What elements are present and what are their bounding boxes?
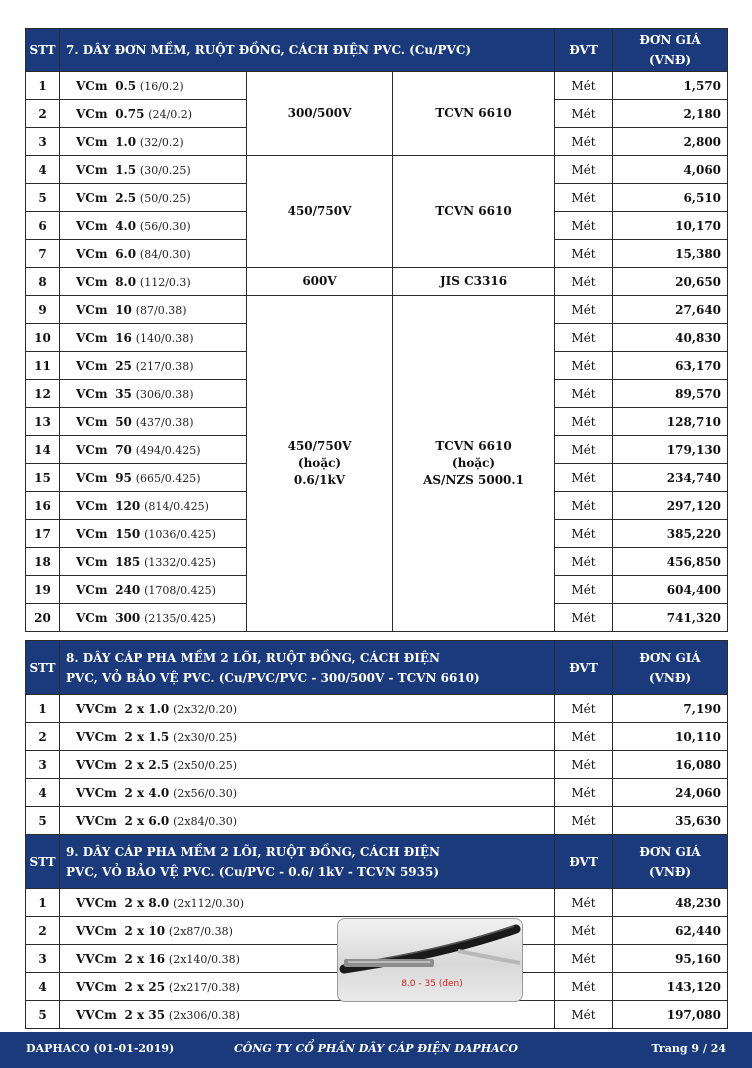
product-spec: (217/0.38) <box>135 359 194 373</box>
product-size: 50 <box>115 414 132 429</box>
product-cell <box>60 128 247 156</box>
row-number: 13 <box>26 408 60 436</box>
price-cell: 95,160 <box>613 945 728 973</box>
product-size: 0.75 <box>115 106 145 121</box>
product-code: VCm <box>76 218 108 233</box>
price-cell: 385,220 <box>613 520 728 548</box>
unit-cell: Mét <box>555 436 613 464</box>
price-header: ĐƠN GIÁ (VNĐ) <box>613 29 728 72</box>
product-cell <box>60 184 247 212</box>
standard-cell: TCVN 6610 (hoặc) AS/NZS 5000.1 <box>393 296 555 632</box>
product-size: 2 x 8.0 <box>124 895 170 910</box>
dvt-header: ĐVT <box>555 29 613 72</box>
product-size: 2 x 35 <box>124 1007 166 1022</box>
product-code: VVCm <box>76 701 117 716</box>
product-size: 2 x 10 <box>124 923 166 938</box>
product-code: VCm <box>76 386 108 401</box>
product-code: VVCm <box>76 895 117 910</box>
product-cell <box>60 1001 555 1029</box>
product-spec: (2x112/0.30) <box>173 896 245 910</box>
footer-left-text: DAPHACO (01-01-2019) <box>26 1042 175 1055</box>
product-size: 2 x 4.0 <box>124 785 170 800</box>
product-size: 6.0 <box>115 246 137 261</box>
footer-company-name: CÔNG TY CỔ PHẦN DÂY CÁP ĐIỆN DAPHACO <box>234 1042 518 1055</box>
product-code: VVCm <box>76 979 117 994</box>
product-size: 70 <box>115 442 132 457</box>
row-number: 10 <box>26 324 60 352</box>
product-code: VVCm <box>76 729 117 744</box>
unit-cell: Mét <box>555 72 613 100</box>
row-number: 17 <box>26 520 60 548</box>
cable-image-label: 8.0 - 35 (đen) <box>401 979 463 989</box>
product-spec: (24/0.2) <box>148 107 193 121</box>
product-spec: (2x140/0.38) <box>168 952 240 966</box>
unit-cell: Mét <box>555 100 613 128</box>
price-cell: 27,640 <box>613 296 728 324</box>
product-code: VCm <box>76 498 108 513</box>
price-cell: 40,830 <box>613 324 728 352</box>
section-8-table <box>25 640 728 835</box>
row-number: 1 <box>26 889 60 917</box>
row-number: 12 <box>26 380 60 408</box>
price-cell: 10,170 <box>613 212 728 240</box>
product-spec: (2x217/0.38) <box>168 980 240 994</box>
price-cell: 143,120 <box>613 973 728 1001</box>
product-spec: (2x50/0.25) <box>173 758 238 772</box>
product-size: 240 <box>115 582 141 597</box>
product-size: 150 <box>115 526 141 541</box>
unit-cell: Mét <box>555 212 613 240</box>
product-cell <box>60 408 247 436</box>
stt-header: STT <box>26 641 60 695</box>
row-number: 3 <box>26 751 60 779</box>
unit-cell: Mét <box>555 268 613 296</box>
product-cell <box>60 240 247 268</box>
product-size: 1.5 <box>115 162 137 177</box>
price-cell: 4,060 <box>613 156 728 184</box>
price-cell: 1,570 <box>613 72 728 100</box>
price-cell: 2,800 <box>613 128 728 156</box>
product-spec: (16/0.2) <box>139 79 184 93</box>
product-code: VCm <box>76 526 108 541</box>
product-spec: (665/0.425) <box>135 471 201 485</box>
unit-cell: Mét <box>555 723 613 751</box>
table-row <box>26 695 728 723</box>
product-size: 2.5 <box>115 190 137 205</box>
price-cell: 16,080 <box>613 751 728 779</box>
row-number: 1 <box>26 695 60 723</box>
unit-cell: Mét <box>555 604 613 632</box>
product-cell <box>60 296 247 324</box>
product-spec: (112/0.3) <box>139 275 191 289</box>
table-row <box>26 751 728 779</box>
product-spec: (1332/0.425) <box>144 555 216 569</box>
table-row <box>26 779 728 807</box>
product-cell <box>60 268 247 296</box>
footer-page-number: Trang 9 / 24 <box>651 1042 726 1055</box>
price-cell: 179,130 <box>613 436 728 464</box>
unit-cell: Mét <box>555 492 613 520</box>
standard-cell: TCVN 6610 <box>393 156 555 268</box>
row-number: 5 <box>26 1001 60 1029</box>
unit-cell: Mét <box>555 352 613 380</box>
unit-cell: Mét <box>555 408 613 436</box>
product-spec: (814/0.425) <box>144 499 209 513</box>
standard-cell: JIS C3316 <box>393 268 555 296</box>
product-spec: (2x30/0.25) <box>173 730 238 744</box>
product-spec: (494/0.425) <box>135 443 201 457</box>
product-spec: (2x87/0.38) <box>168 924 233 938</box>
price-header: ĐƠN GIÁ (VNĐ) <box>613 641 728 695</box>
product-code: VCm <box>76 134 108 149</box>
product-cell <box>60 324 247 352</box>
unit-cell: Mét <box>555 779 613 807</box>
product-spec: (2x32/0.20) <box>173 702 238 716</box>
unit-cell: Mét <box>555 973 613 1001</box>
product-cell <box>60 100 247 128</box>
price-cell: 10,110 <box>613 723 728 751</box>
unit-cell: Mét <box>555 128 613 156</box>
dvt-header: ĐVT <box>555 641 613 695</box>
product-cell <box>60 576 247 604</box>
section-7-table <box>25 28 728 632</box>
row-number: 2 <box>26 723 60 751</box>
row-number: 15 <box>26 464 60 492</box>
product-spec: (84/0.30) <box>139 247 191 261</box>
unit-cell: Mét <box>555 464 613 492</box>
product-code: VCm <box>76 302 108 317</box>
price-header: ĐƠN GIÁ (VNĐ) <box>613 835 728 889</box>
product-code: VVCm <box>76 923 117 938</box>
product-cell <box>60 723 555 751</box>
product-size: 2 x 1.5 <box>124 729 170 744</box>
product-spec: (56/0.30) <box>139 219 191 233</box>
row-number: 14 <box>26 436 60 464</box>
product-cell <box>60 492 247 520</box>
section-9-title: 9. DÂY CÁP PHA MỀM 2 LÕI, RUỘT ĐỒNG, CÁCH ĐIỆN PVC, VỎ BẢO VỆ PVC. (Cu/PVC - 0.6/ 1kV - TCVN 5935) <box>60 835 555 889</box>
product-code: VCm <box>76 246 108 261</box>
unit-cell: Mét <box>555 324 613 352</box>
product-spec: (437/0.38) <box>135 415 194 429</box>
table-row <box>26 268 728 296</box>
product-spec: (2135/0.425) <box>144 611 216 625</box>
product-size: 2 x 2.5 <box>124 757 170 772</box>
product-code: VVCm <box>76 951 117 966</box>
price-cell: 15,380 <box>613 240 728 268</box>
unit-cell: Mét <box>555 751 613 779</box>
product-spec: (2x84/0.30) <box>173 814 238 828</box>
unit-cell: Mét <box>555 296 613 324</box>
product-code: VCm <box>76 190 108 205</box>
product-size: 0.5 <box>115 78 137 93</box>
product-size: 95 <box>115 470 132 485</box>
product-size: 2 x 16 <box>124 951 166 966</box>
row-number: 9 <box>26 296 60 324</box>
row-number: 19 <box>26 576 60 604</box>
table-row <box>26 723 728 751</box>
price-cell: 741,320 <box>613 604 728 632</box>
product-size: 10 <box>115 302 132 317</box>
product-size: 120 <box>115 498 141 513</box>
product-spec: (32/0.2) <box>139 135 184 149</box>
row-number: 3 <box>26 128 60 156</box>
stt-header: STT <box>26 835 60 889</box>
row-number: 3 <box>26 945 60 973</box>
voltage-cell: 450/750V (hoặc) 0.6/1kV <box>247 296 393 632</box>
product-cell <box>60 779 555 807</box>
row-number: 5 <box>26 184 60 212</box>
price-cell: 89,570 <box>613 380 728 408</box>
price-cell: 62,440 <box>613 917 728 945</box>
product-spec: (87/0.38) <box>135 303 187 317</box>
unit-cell: Mét <box>555 1001 613 1029</box>
product-code: VCm <box>76 274 108 289</box>
price-cell: 197,080 <box>613 1001 728 1029</box>
product-spec: (140/0.38) <box>135 331 194 345</box>
row-number: 7 <box>26 240 60 268</box>
product-code: VCm <box>76 162 108 177</box>
product-code: VVCm <box>76 813 117 828</box>
row-number: 8 <box>26 268 60 296</box>
row-number: 1 <box>26 72 60 100</box>
voltage-cell: 450/750V <box>247 156 393 268</box>
voltage-cell: 300/500V <box>247 72 393 156</box>
product-code: VVCm <box>76 757 117 772</box>
product-size: 300 <box>115 610 141 625</box>
product-cell <box>60 807 555 835</box>
product-code: VCm <box>76 582 108 597</box>
product-cell <box>60 889 555 917</box>
product-size: 185 <box>115 554 141 569</box>
price-cell: 2,180 <box>613 100 728 128</box>
price-cell: 48,230 <box>613 889 728 917</box>
unit-cell: Mét <box>555 917 613 945</box>
product-size: 2 x 1.0 <box>124 701 170 716</box>
row-number: 20 <box>26 604 60 632</box>
row-number: 11 <box>26 352 60 380</box>
product-size: 2 x 6.0 <box>124 813 170 828</box>
unit-cell: Mét <box>555 548 613 576</box>
unit-cell: Mét <box>555 380 613 408</box>
product-cell <box>60 520 247 548</box>
product-cell <box>60 380 247 408</box>
price-cell: 7,190 <box>613 695 728 723</box>
product-spec: (2x306/0.38) <box>168 1008 240 1022</box>
row-number: 2 <box>26 917 60 945</box>
section-8-title: 8. DÂY CÁP PHA MỀM 2 LÕI, RUỘT ĐỒNG, CÁCH ĐIỆN PVC, VỎ BẢO VỆ PVC. (Cu/PVC/PVC - 300/500V - TCVN 6610) <box>60 641 555 695</box>
unit-cell: Mét <box>555 184 613 212</box>
product-code: VCm <box>76 554 108 569</box>
row-number: 16 <box>26 492 60 520</box>
row-number: 4 <box>26 779 60 807</box>
product-cell <box>60 352 247 380</box>
product-cell <box>60 436 247 464</box>
row-number: 4 <box>26 156 60 184</box>
table-row <box>26 296 728 324</box>
product-spec: (2x56/0.30) <box>173 786 238 800</box>
table-row <box>26 156 728 184</box>
product-cell <box>60 695 555 723</box>
standard-cell: TCVN 6610 <box>393 72 555 156</box>
product-size: 4.0 <box>115 218 137 233</box>
unit-cell: Mét <box>555 695 613 723</box>
product-size: 2 x 25 <box>124 979 166 994</box>
dvt-header: ĐVT <box>555 835 613 889</box>
price-cell: 35,630 <box>613 807 728 835</box>
product-code: VCm <box>76 414 108 429</box>
product-spec: (1708/0.425) <box>144 583 216 597</box>
unit-cell: Mét <box>555 156 613 184</box>
unit-cell: Mét <box>555 576 613 604</box>
cable-product-image <box>337 918 523 1002</box>
row-number: 2 <box>26 100 60 128</box>
table-row <box>26 72 728 100</box>
row-number: 4 <box>26 973 60 1001</box>
table-row <box>26 1001 728 1029</box>
product-size: 1.0 <box>115 134 137 149</box>
product-code: VCm <box>76 106 108 121</box>
row-number: 6 <box>26 212 60 240</box>
row-number: 5 <box>26 807 60 835</box>
table-row <box>26 889 728 917</box>
product-code: VCm <box>76 358 108 373</box>
product-cell <box>60 72 247 100</box>
unit-cell: Mét <box>555 807 613 835</box>
product-cell <box>60 212 247 240</box>
unit-cell: Mét <box>555 945 613 973</box>
product-cell <box>60 751 555 779</box>
price-cell: 604,400 <box>613 576 728 604</box>
product-code: VVCm <box>76 1007 117 1022</box>
price-cell: 297,120 <box>613 492 728 520</box>
section-7-title: 7. DÂY ĐƠN MỀM, RUỘT ĐỒNG, CÁCH ĐIỆN PVC. (Cu/PVC) <box>60 29 555 72</box>
product-code: VCm <box>76 330 108 345</box>
product-cell <box>60 464 247 492</box>
price-cell: 128,710 <box>613 408 728 436</box>
product-cell <box>60 548 247 576</box>
table-row <box>26 807 728 835</box>
price-cell: 6,510 <box>613 184 728 212</box>
unit-cell: Mét <box>555 520 613 548</box>
product-spec: (306/0.38) <box>135 387 194 401</box>
product-size: 16 <box>115 330 132 345</box>
price-cell: 63,170 <box>613 352 728 380</box>
product-code: VCm <box>76 610 108 625</box>
product-code: VCm <box>76 442 108 457</box>
product-code: VCm <box>76 470 108 485</box>
price-cell: 24,060 <box>613 779 728 807</box>
product-spec: (1036/0.425) <box>144 527 216 541</box>
row-number: 18 <box>26 548 60 576</box>
product-size: 25 <box>115 358 132 373</box>
stt-header: STT <box>26 29 60 72</box>
price-cell: 20,650 <box>613 268 728 296</box>
unit-cell: Mét <box>555 889 613 917</box>
product-cell <box>60 156 247 184</box>
unit-cell: Mét <box>555 240 613 268</box>
product-spec: (30/0.25) <box>139 163 191 177</box>
product-code: VVCm <box>76 785 117 800</box>
product-size: 35 <box>115 386 132 401</box>
product-size: 8.0 <box>115 274 137 289</box>
voltage-cell: 600V <box>247 268 393 296</box>
page-footer <box>0 1032 752 1068</box>
price-cell: 456,850 <box>613 548 728 576</box>
price-cell: 234,740 <box>613 464 728 492</box>
product-spec: (50/0.25) <box>139 191 191 205</box>
product-code: VCm <box>76 78 108 93</box>
product-cell <box>60 604 247 632</box>
